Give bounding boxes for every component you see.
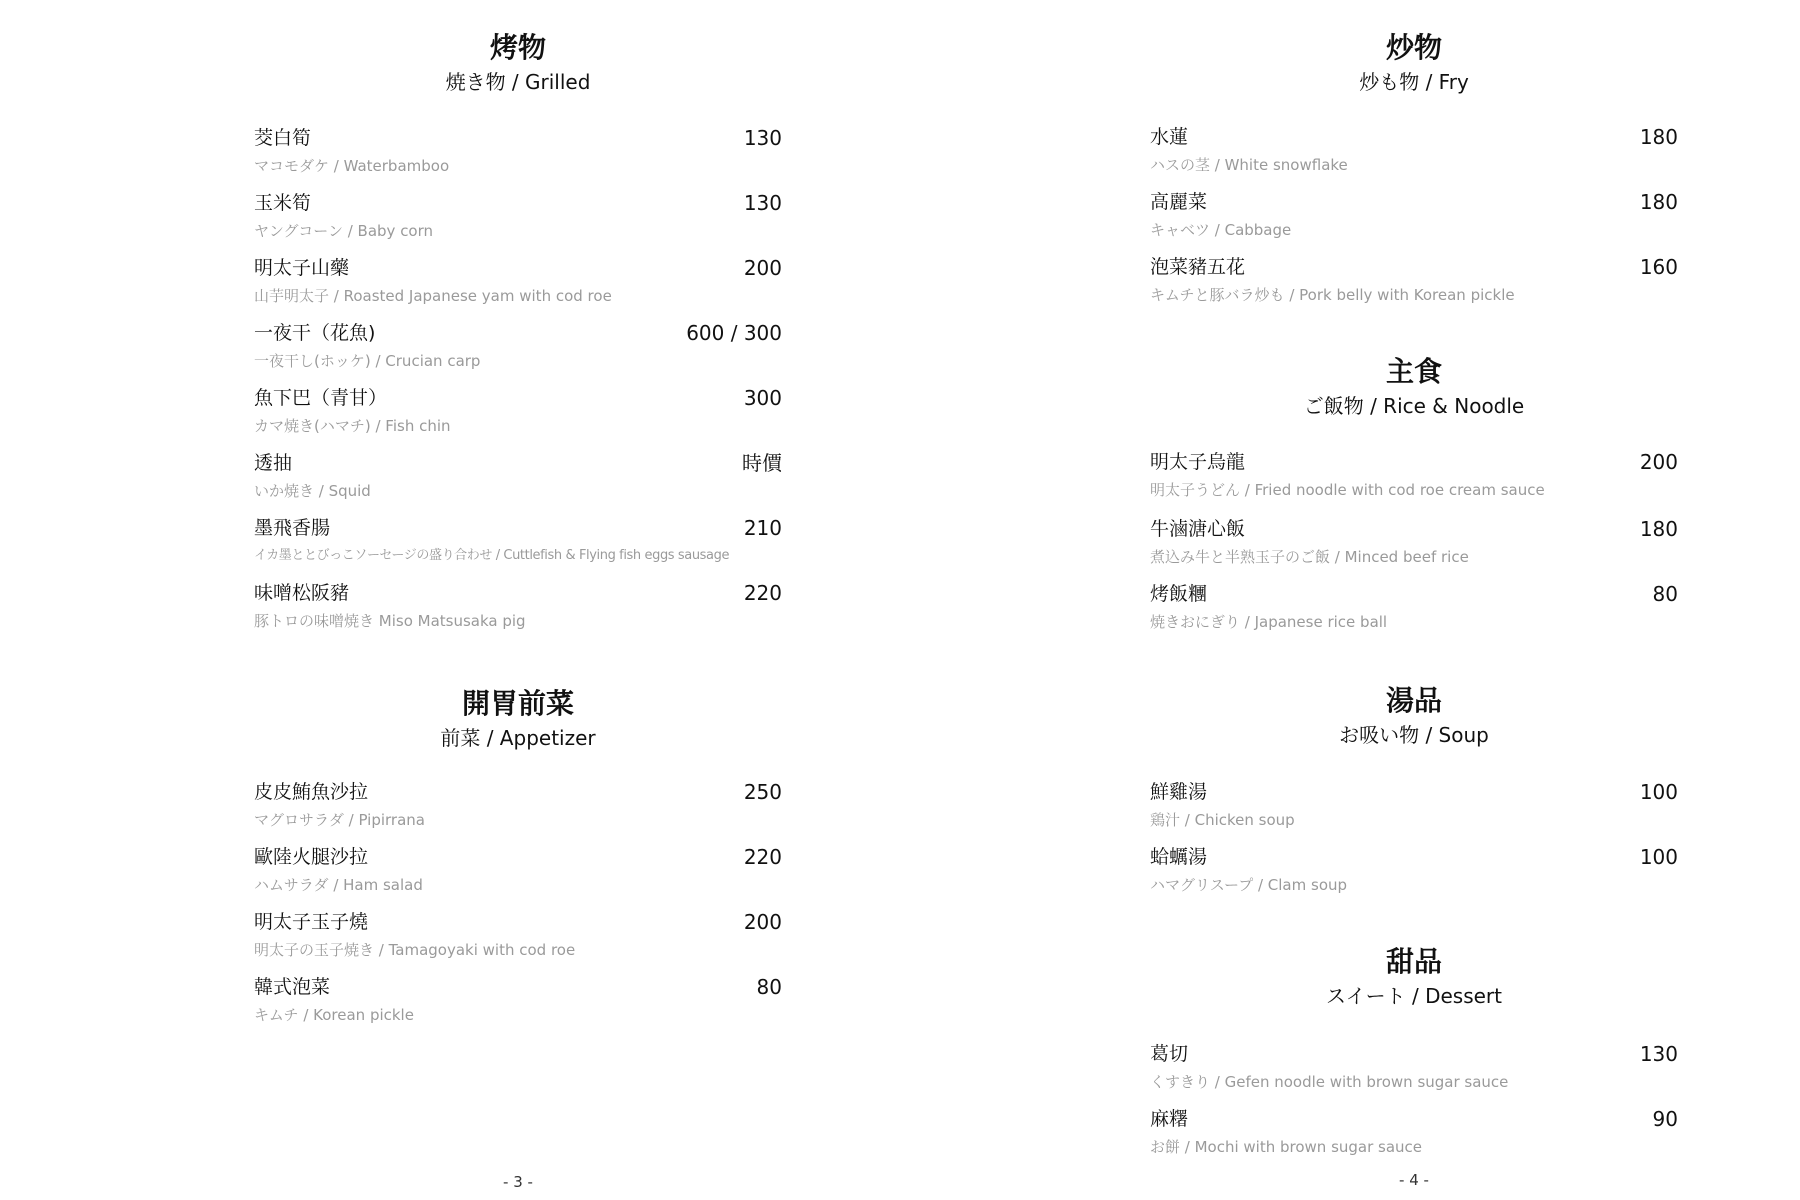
item-name: 明太子玉子燒 <box>254 911 369 933</box>
item-name: 透抽 <box>254 452 293 474</box>
item-price: 80 <box>756 975 782 999</box>
item-description: マグロサラダ / Pipirrana <box>254 811 425 829</box>
item-description: いか焼き / Squid <box>254 482 371 500</box>
item-name: 高麗菜 <box>1150 191 1208 213</box>
page-number: - 3 - <box>503 1173 533 1191</box>
item-price: 90 <box>1652 1107 1678 1131</box>
item-description: ハムサラダ / Ham salad <box>254 876 423 894</box>
item-price: 180 <box>1639 125 1678 149</box>
menu-item <box>254 191 782 251</box>
menu-item <box>1150 1107 1678 1167</box>
item-name: 水蓮 <box>1150 126 1189 148</box>
menu-page-right <box>1150 0 1678 1200</box>
item-name: 牛滷溏心飯 <box>1150 518 1246 540</box>
item-name: 鮮雞湯 <box>1150 781 1208 803</box>
item-name: 烤飯糰 <box>1150 583 1208 605</box>
section-subtitle: 前菜 / Appetizer <box>440 726 596 750</box>
section-title: 開胃前菜 <box>461 687 574 720</box>
item-name: 韓式泡菜 <box>254 976 331 998</box>
menu-item <box>1150 1042 1678 1102</box>
section-subtitle: 炒も物 / Fry <box>1359 70 1469 94</box>
section-title: 炒物 <box>1385 31 1442 64</box>
menu-item <box>254 256 782 316</box>
item-description: ヤングコーン / Baby corn <box>254 222 434 240</box>
item-description: 山芋明太子 / Roasted Japanese yam with cod roe <box>254 287 612 305</box>
menu-item <box>254 451 782 511</box>
menu-item <box>1150 125 1678 185</box>
item-price: 200 <box>743 910 782 934</box>
item-price: 300 <box>743 386 782 410</box>
section-subtitle: 焼き物 / Grilled <box>445 70 591 94</box>
item-name: 麻糬 <box>1150 1108 1189 1130</box>
menu-item <box>1150 845 1678 905</box>
item-description: キムチ / Korean pickle <box>254 1006 414 1024</box>
item-description: 一夜干し(ホッケ) / Crucian carp <box>254 352 481 370</box>
item-price: 130 <box>743 191 782 215</box>
item-price: 80 <box>1652 582 1678 606</box>
item-description: 焼きおにぎり / Japanese rice ball <box>1150 613 1388 631</box>
menu-item <box>254 516 782 576</box>
section-subtitle: ご飯物 / Rice & Noodle <box>1303 394 1525 418</box>
item-description: 明太子うどん / Fried noodle with cod roe cream sauce <box>1150 481 1545 499</box>
item-name: 泡菜豬五花 <box>1150 256 1246 278</box>
menu-item <box>254 321 782 381</box>
item-name: 蛤蠣湯 <box>1150 846 1208 868</box>
section-subtitle: スイート / Dessert <box>1326 984 1502 1008</box>
section-title: 湯品 <box>1385 684 1442 717</box>
item-description: ハマグリスープ / Clam soup <box>1150 876 1348 894</box>
menu-item <box>254 780 782 840</box>
item-description: 豚トロの味噌焼き Miso Matsusaka pig <box>254 612 526 630</box>
section-title: 主食 <box>1385 355 1442 388</box>
item-price: 130 <box>743 126 782 150</box>
menu-item <box>254 581 782 641</box>
item-name: 歐陸火腿沙拉 <box>254 846 369 868</box>
item-price: 600 / 300 <box>686 321 782 345</box>
menu-item <box>254 126 782 186</box>
section-title: 甜品 <box>1385 945 1442 978</box>
menu-item <box>254 386 782 446</box>
item-description: キャベツ / Cabbage <box>1150 221 1292 239</box>
page-number: - 4 - <box>1399 1171 1429 1189</box>
item-name: 味噌松阪豬 <box>254 582 350 604</box>
item-name: 茭白筍 <box>254 127 312 149</box>
menu-page-left <box>254 0 782 1200</box>
item-price: 200 <box>743 256 782 280</box>
item-price: 100 <box>1639 780 1678 804</box>
menu-item <box>254 845 782 905</box>
item-price: 100 <box>1639 845 1678 869</box>
menu-item <box>1150 190 1678 250</box>
item-name: 墨飛香腸 <box>254 517 331 539</box>
item-price: 180 <box>1639 190 1678 214</box>
item-name: 明太子山藥 <box>254 257 350 279</box>
item-description: 明太子の玉子焼き / Tamagoyaki with cod roe <box>254 941 576 959</box>
item-price: 200 <box>1639 450 1678 474</box>
menu-item <box>1150 255 1678 315</box>
menu-item <box>1150 517 1678 577</box>
item-name: 葛切 <box>1150 1043 1189 1065</box>
item-price: 130 <box>1639 1042 1678 1066</box>
item-price: 180 <box>1639 517 1678 541</box>
item-name: 玉米筍 <box>254 192 312 214</box>
item-name: 明太子烏龍 <box>1150 451 1246 473</box>
item-description: マコモダケ / Waterbamboo <box>254 157 450 175</box>
item-price: 210 <box>743 516 782 540</box>
section-title: 烤物 <box>489 31 546 64</box>
item-name: 一夜干（花魚) <box>254 322 376 344</box>
item-description: カマ焼き(ハマチ) / Fish chin <box>254 417 451 435</box>
menu-item <box>1150 582 1678 642</box>
menu-item <box>254 910 782 970</box>
item-price: 220 <box>743 845 782 869</box>
item-description: イカ墨ととびっこソーセージの盛り合わせ / Cuttlefish & Flying fish eggs sausage <box>254 548 730 563</box>
menu-item <box>254 975 782 1035</box>
item-name: 魚下巴（青甘） <box>254 387 388 409</box>
section-subtitle: お吸い物 / Soup <box>1339 723 1489 747</box>
item-name: 皮皮鮪魚沙拉 <box>254 781 369 803</box>
item-description: キムチと豚バラ炒も / Pork belly with Korean pickle <box>1150 286 1515 304</box>
item-price: 250 <box>743 780 782 804</box>
item-description: 鶏汁 / Chicken soup <box>1150 811 1295 829</box>
item-price: 時價 <box>742 451 782 475</box>
menu-item <box>1150 450 1678 510</box>
item-description: くすきり / Gefen noodle with brown sugar sauce <box>1150 1073 1509 1091</box>
item-price: 220 <box>743 581 782 605</box>
item-description: ハスの茎 / White snowflake <box>1150 156 1348 174</box>
item-description: 煮込み牛と半熟玉子のご飯 / Minced beef rice <box>1150 548 1469 566</box>
item-description: お餅 / Mochi with brown sugar sauce <box>1150 1138 1423 1156</box>
item-price: 160 <box>1639 255 1678 279</box>
menu-item <box>1150 780 1678 840</box>
